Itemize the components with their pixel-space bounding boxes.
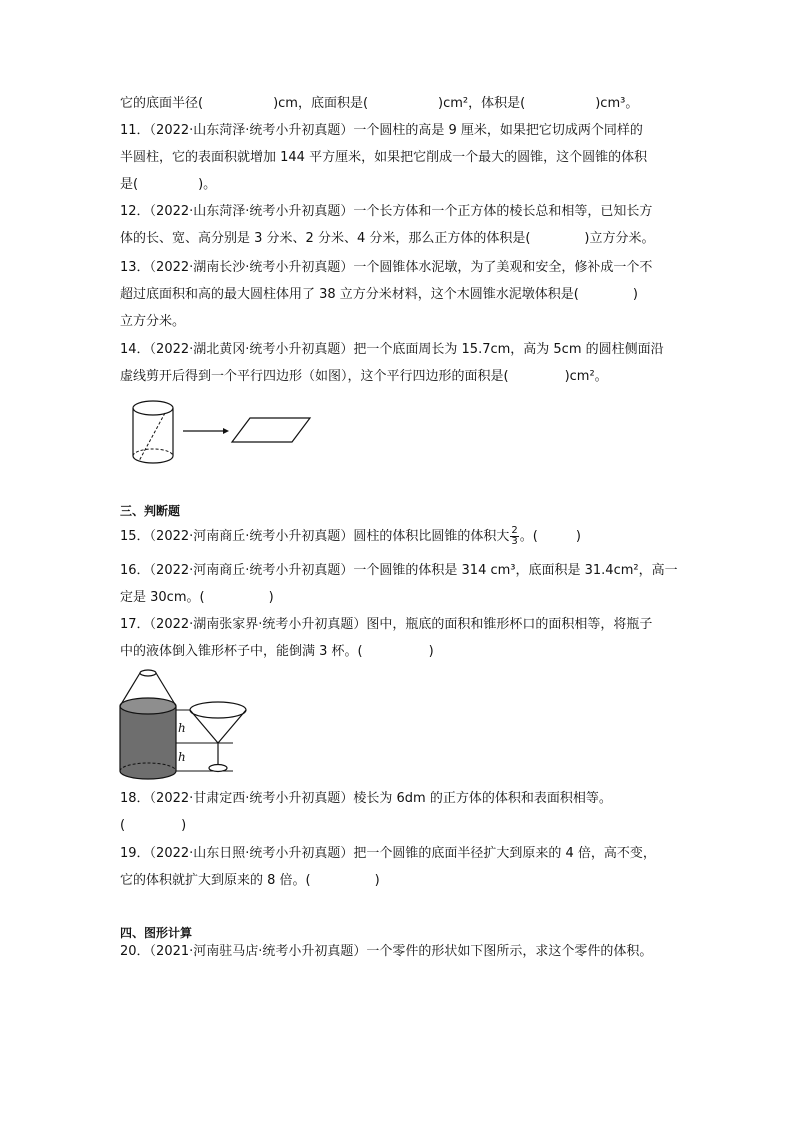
text: )cm，底面积是( [273,96,369,111]
q18-line-2 [120,817,186,835]
text: ) [374,873,380,888]
q20-line [120,943,652,961]
text: 立方分米。 [120,314,186,329]
text: )cm²，体积是( [438,96,526,111]
q14-line-1 [120,341,664,359]
text: 体的长、宽、高分别是 3 分米、2 分米、4 分米，那么正方体的体积是( [120,231,531,246]
fraction-denominator: 3 [511,536,518,547]
section-title-judgement [120,502,180,520]
text: )cm²。 [564,369,608,384]
q13-line-1 [120,259,652,277]
text: )立方分米。 [584,231,655,246]
q13-line-3 [120,313,185,331]
text: 16．（2022·河南商丘·统考小升初真题）一个圆锥的体积是 314 cm³，底面积是 31.4cm²，高一 [120,563,678,578]
cylinder-bottom [133,456,173,463]
q11-line-3 [120,176,216,194]
text: ) [268,590,274,605]
text: 12．（2022·山东菏泽·统考小升初真题）一个长方体和一个正方体的棱长总和相等，已知长方 [120,204,653,219]
liquid-surface [120,698,176,714]
text: 18．（2022·甘肃定西·统考小升初真题）棱长为 6dm 的正方体的体积和表面积相等。 [120,791,612,806]
text: ) [575,529,581,544]
q11-line-1 [120,122,643,140]
cup-base [209,765,227,772]
cylinder-top [133,401,173,415]
cylinder-to-parallelogram-figure [125,395,325,470]
bottle-cap [140,670,156,676]
text: ) [181,818,187,833]
cylinder-bottom-hidden [133,449,173,456]
text: )cm³。 [595,96,639,111]
text: 它的体积就扩大到原来的 8 倍。( [120,873,311,888]
text: )。 [198,177,217,192]
q11-line-2 [120,149,647,167]
bottle-and-cone-cup-figure [118,668,253,783]
text: 17．（2022·湖南张家界·统考小升初真题）图中，瓶底的面积和锥形杯口的面积相等，将瓶子 [120,617,653,632]
text: 虚线剪开后得到一个平行四边形（如图），这个平行四边形的面积是( [120,369,509,384]
h-label-upper: h [178,721,186,735]
q12-line-2 [120,230,655,248]
text: 15．（2022·河南商丘·统考小升初真题）圆柱的体积比圆锥的体积大 [120,529,510,544]
text: 定是 30cm。( [120,590,205,605]
q10-answer-line [120,95,638,113]
fraction-numerator: 2 [511,525,518,536]
text: 是( [120,177,139,192]
q19-line-2 [120,872,380,890]
text: 中的液体倒入锥形杯子中，能倒满 3 杯。( [120,644,363,659]
text: 半圆柱，它的表面积就增加 144 平方厘米，如果把它削成一个最大的圆锥，这个圆锥的体积 [120,150,648,165]
q15-line [120,526,581,547]
q19-line-1 [120,845,656,863]
cut-line-dashed [139,413,165,461]
text: ) [632,287,638,302]
q12-line-1 [120,203,652,221]
h-label-lower: h [178,750,186,764]
text: 19．（2022·山东日照·统考小升初真题）把一个圆锥的底面半径扩大到原来的 4 倍，高不变， [120,846,656,861]
q17-line-1 [120,616,652,634]
text: 超过底面积和高的最大圆柱体用了 38 立方分米材料，这个木圆锥水泥墩体积是( [120,287,579,302]
text: 。( [519,529,538,544]
text: 14．（2022·湖北黄冈·统考小升初真题）把一个底面周长为 15.7cm，高为 5cm 的圆柱侧面沿 [120,342,664,357]
arrow-head [223,428,229,434]
q16-line-2 [120,589,274,607]
q17-line-2 [120,643,434,661]
q16-line-1 [120,562,678,580]
bottle-body-liquid [120,706,176,771]
parallelogram [232,418,310,442]
text: ( [120,818,126,833]
text: ) [428,644,434,659]
bottle-bottom-arc [120,771,176,779]
cone-cup-rim [190,702,246,718]
q18-line-1 [120,790,612,808]
text: 13．（2022·湖南长沙·统考小升初真题）一个圆锥体水泥墩，为了美观和安全，修补成一个不 [120,260,653,275]
fraction [510,526,518,547]
q14-line-2 [120,368,608,386]
text: 11．（2022·山东菏泽·统考小升初真题）一个圆柱的高是 9 厘米，如果把它切成两个同样的 [120,123,643,138]
section-title-figure-calc [120,924,192,942]
text: 它的底面半径( [120,96,204,111]
text: 四、图形计算 [120,926,193,940]
text: 三、判断题 [120,504,181,518]
text: 20．（2021·河南驻马店·统考小升初真题）一个零件的形状如下图所示，求这个零件的体积。 [120,944,653,959]
q13-line-2 [120,286,638,304]
